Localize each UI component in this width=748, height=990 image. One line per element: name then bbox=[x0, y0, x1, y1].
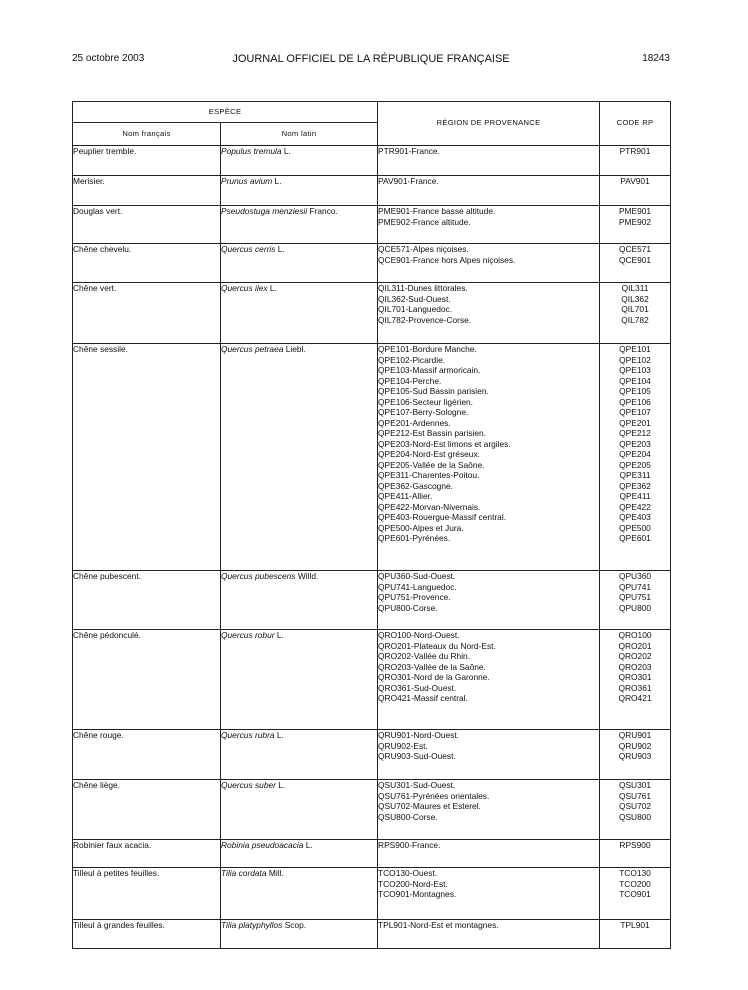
code-line: QIL782 bbox=[621, 314, 649, 325]
cell-nom-latin bbox=[221, 571, 378, 630]
cell-nom-latin bbox=[221, 920, 378, 949]
cell-region bbox=[378, 146, 600, 176]
cell-nom-francais: Douglas vert. bbox=[73, 206, 221, 244]
cell-code bbox=[600, 730, 671, 780]
region-line: QPE201-Ardennes. bbox=[378, 417, 451, 428]
region-line: QPE422-Morvan-Nivernais. bbox=[378, 501, 481, 512]
code-line: QIL701 bbox=[621, 304, 649, 314]
table-row bbox=[73, 868, 671, 920]
cell-code bbox=[600, 920, 671, 949]
code-line: QRO421 bbox=[618, 693, 652, 703]
journal-title: JOURNAL OFFICIEL DE LA RÉPUBLIQUE FRANÇAISE bbox=[232, 53, 510, 65]
code-line: QSU800 bbox=[618, 811, 652, 822]
code-line: QIL311 bbox=[621, 283, 649, 293]
code-line: QSU702 bbox=[618, 801, 652, 811]
code-line: QPU360 bbox=[618, 571, 652, 581]
table-body bbox=[73, 146, 671, 949]
code-line: QRO100 bbox=[618, 630, 652, 640]
region-line: QRO361-Sud-Ouest. bbox=[378, 682, 457, 693]
region-line: QPE101-Bordure Manche. bbox=[378, 344, 477, 354]
region-line: QIL782-Provence-Corse. bbox=[378, 314, 472, 325]
cell-code bbox=[600, 868, 671, 920]
cell-code bbox=[600, 176, 671, 206]
region-line: QPE204-Nord-Est gréseux. bbox=[378, 449, 480, 459]
region-line: QIL311-Dunes littorales. bbox=[378, 283, 468, 293]
code-line: QRO301 bbox=[618, 672, 652, 682]
region-line: QSU301-Sud-Ouest. bbox=[378, 780, 456, 790]
code-line: QRU901 bbox=[618, 730, 652, 740]
code-line: QPU741 bbox=[618, 581, 652, 592]
latin-author: Mill. bbox=[266, 868, 284, 878]
latin-name: Quercus cerris bbox=[221, 244, 276, 254]
region-line: QCE571-Alpes niçoises. bbox=[378, 244, 469, 254]
cell-code bbox=[600, 206, 671, 244]
cell-nom-francais: Tilleul à grandes feuilles. bbox=[73, 920, 221, 949]
region-line: QPE362-Gascogne. bbox=[378, 480, 453, 491]
cell-region bbox=[378, 176, 600, 206]
latin-name: Quercus suber bbox=[221, 780, 276, 790]
cell-region bbox=[378, 840, 600, 868]
header-nom-latin: Nom latin bbox=[221, 123, 378, 146]
cell-region bbox=[378, 571, 600, 630]
code-line: TCO200 bbox=[619, 878, 651, 889]
cell-nom-latin bbox=[221, 146, 378, 176]
cell-region bbox=[378, 868, 600, 920]
code-line: QRU902 bbox=[618, 740, 652, 751]
cell-nom-francais: Chêne pubescent. bbox=[73, 571, 221, 630]
code-line: QSU301 bbox=[618, 780, 652, 790]
code-line: QPE104 bbox=[619, 375, 651, 386]
region-line: QPE205-Vallée de la Saône. bbox=[378, 459, 485, 470]
region-line: QRO301-Nord de la Garonne. bbox=[378, 672, 490, 682]
header-date: 25 octobre 2003 bbox=[72, 53, 145, 64]
code-line: QPE311 bbox=[619, 470, 651, 480]
region-line: TPL901-Nord-Est et montagnes. bbox=[378, 920, 499, 930]
cell-nom-francais: Chêne pédonculé. bbox=[73, 630, 221, 730]
region-line: QSU702-Maures et Esterel. bbox=[378, 801, 481, 811]
code-line: QPE411 bbox=[619, 491, 651, 501]
code-line: QRO361 bbox=[618, 682, 652, 693]
region-line: PME902-France altitude. bbox=[378, 216, 471, 227]
cell-nom-francais: Chêne chevelu. bbox=[73, 244, 221, 283]
region-line: TCO130-Ouest. bbox=[378, 868, 438, 878]
region-line: QPE102-Picardie. bbox=[378, 354, 446, 365]
region-line: TCO901-Montagnes. bbox=[378, 889, 457, 899]
code-line: QSU761 bbox=[618, 790, 652, 801]
cell-region bbox=[378, 730, 600, 780]
page-number: 18243 bbox=[642, 53, 670, 64]
code-line: PAV901 bbox=[620, 176, 650, 186]
table-row bbox=[73, 630, 671, 730]
code-line: QRO202 bbox=[618, 651, 652, 661]
code-line: QPE106 bbox=[619, 396, 651, 407]
latin-author: L. bbox=[272, 176, 282, 186]
table-row bbox=[73, 244, 671, 283]
region-line: QPE212-Est Bassin parisien. bbox=[378, 428, 487, 438]
latin-author: Scop. bbox=[282, 920, 307, 930]
code-line: QPU751 bbox=[618, 592, 652, 602]
region-line: QPE601-Pyrénées. bbox=[378, 533, 451, 543]
code-line: QPE103 bbox=[619, 365, 651, 375]
region-line: QSU800-Corse. bbox=[378, 811, 438, 822]
cell-code bbox=[600, 283, 671, 344]
code-line: QIL362 bbox=[621, 293, 649, 304]
cell-region bbox=[378, 920, 600, 949]
code-line: TCO901 bbox=[619, 889, 651, 899]
cell-nom-latin bbox=[221, 840, 378, 868]
code-line: QPE601 bbox=[619, 533, 651, 543]
region-line: QPE107-Berry-Sologne. bbox=[378, 407, 469, 417]
cell-code bbox=[600, 840, 671, 868]
region-line: QIL362-Sud-Ouest. bbox=[378, 293, 451, 304]
latin-author: L. bbox=[274, 730, 284, 740]
table-row bbox=[73, 840, 671, 868]
code-line: QRO203 bbox=[618, 661, 652, 672]
cell-region bbox=[378, 630, 600, 730]
table-row bbox=[73, 780, 671, 840]
cell-nom-francais: Robinier faux acacia. bbox=[73, 840, 221, 868]
code-line: PTR901 bbox=[619, 146, 651, 156]
cell-nom-latin bbox=[221, 868, 378, 920]
code-line: QPE212 bbox=[619, 428, 651, 438]
table-row bbox=[73, 146, 671, 176]
region-line: QRU901-Nord-Ouest. bbox=[378, 730, 460, 740]
latin-name: Quercus pubescens bbox=[221, 571, 296, 581]
region-line: QPE106-Secteur ligérien. bbox=[378, 396, 473, 407]
cell-nom-francais: Tilleul à petites feuilles. bbox=[73, 868, 221, 920]
table-row bbox=[73, 920, 671, 949]
code-line: QPE362 bbox=[619, 480, 651, 491]
region-line: QPE500-Alpes et Jura. bbox=[378, 522, 464, 533]
code-line: QPE500 bbox=[619, 522, 651, 533]
table-row bbox=[73, 571, 671, 630]
region-line: QRO202-Vallée du Rhin. bbox=[378, 651, 471, 661]
cell-code bbox=[600, 344, 671, 571]
cell-nom-latin bbox=[221, 780, 378, 840]
table-row bbox=[73, 344, 671, 571]
region-line: QPE105-Sud Bassin parisien. bbox=[378, 386, 489, 396]
region-line: QIL701-Languedoc. bbox=[378, 304, 453, 314]
region-line: QPE311-Charentes-Poitou. bbox=[378, 470, 480, 480]
code-line: QPE105 bbox=[619, 386, 651, 396]
code-line: QPE403 bbox=[619, 512, 651, 522]
cell-region bbox=[378, 283, 600, 344]
code-line: RPS900 bbox=[619, 840, 651, 850]
latin-name: Quercus petraea bbox=[221, 344, 284, 354]
latin-author: L. bbox=[275, 244, 285, 254]
latin-name: Quercus ilex bbox=[221, 283, 268, 293]
table-row bbox=[73, 730, 671, 780]
code-line: PME901 bbox=[618, 206, 652, 216]
code-line: QPE107 bbox=[619, 407, 651, 417]
region-line: QPE104-Perche. bbox=[378, 375, 442, 386]
latin-name: Pseudostuga menziesii bbox=[221, 206, 308, 216]
cell-nom-francais: Chêne liège. bbox=[73, 780, 221, 840]
cell-code bbox=[600, 780, 671, 840]
latin-name: Prunus avium bbox=[221, 176, 273, 186]
code-line: QRU903 bbox=[618, 751, 652, 761]
code-line: TCO130 bbox=[619, 868, 651, 878]
region-line: QPU751-Provence. bbox=[378, 592, 451, 602]
cell-nom-francais: Chêne sessile. bbox=[73, 344, 221, 571]
table-row bbox=[73, 176, 671, 206]
region-line: PME901-France basse altitude. bbox=[378, 206, 496, 216]
table-row bbox=[73, 283, 671, 344]
cell-nom-latin bbox=[221, 630, 378, 730]
region-line: PAV901-France. bbox=[378, 176, 439, 186]
cell-nom-latin bbox=[221, 176, 378, 206]
cell-nom-latin bbox=[221, 283, 378, 344]
cell-code bbox=[600, 244, 671, 283]
cell-nom-francais: Chêne vert. bbox=[73, 283, 221, 344]
region-line: QRO201-Plateaux du Nord-Est. bbox=[378, 640, 496, 651]
latin-name: Quercus rubra bbox=[221, 730, 275, 740]
region-line: QPE411-Allier. bbox=[378, 491, 433, 501]
code-line: TPL901 bbox=[620, 920, 650, 930]
cell-nom-latin bbox=[221, 206, 378, 244]
region-line: QRU902-Est. bbox=[378, 740, 428, 751]
cell-region bbox=[378, 206, 600, 244]
header-region: RÉGION DE PROVENANCE bbox=[378, 102, 600, 146]
code-line: QPE205 bbox=[619, 459, 651, 470]
region-line: QPE403-Rouergue-Massif central. bbox=[378, 512, 507, 522]
region-line: QPU741-Languedoc. bbox=[378, 581, 457, 592]
page-header bbox=[72, 52, 670, 66]
latin-author: Willd. bbox=[295, 571, 319, 581]
cell-code bbox=[600, 630, 671, 730]
code-line: QRO201 bbox=[618, 640, 652, 651]
cell-region bbox=[378, 344, 600, 571]
cell-nom-francais: Merisier. bbox=[73, 176, 221, 206]
header-nom-francais: Nom français bbox=[73, 123, 221, 146]
table-row bbox=[73, 206, 671, 244]
code-line: PME902 bbox=[618, 216, 652, 227]
code-line: QCE901 bbox=[618, 254, 652, 265]
region-line: TCO200-Nord-Est. bbox=[378, 878, 448, 889]
latin-name: Robinia pseudoacacia bbox=[221, 840, 304, 850]
header-code: CODE RP bbox=[600, 102, 671, 146]
cell-region bbox=[378, 780, 600, 840]
header-espece: ESPÈCE bbox=[73, 102, 378, 123]
cell-nom-francais: Peuplier tremble. bbox=[73, 146, 221, 176]
code-line: QPE101 bbox=[619, 344, 651, 354]
code-line: QPU800 bbox=[618, 602, 652, 613]
region-line: QPE203-Nord-Est limons et argiles. bbox=[378, 438, 511, 449]
region-line: QRO421-Massif central. bbox=[378, 693, 468, 703]
latin-author: L. bbox=[267, 283, 277, 293]
region-line: QPE103-Massif armoricain. bbox=[378, 365, 481, 375]
cell-code bbox=[600, 146, 671, 176]
region-line: QPU800-Corse. bbox=[378, 602, 438, 613]
latin-author: Liebl. bbox=[283, 344, 306, 354]
latin-author: L. bbox=[303, 840, 313, 850]
region-line: QRO100-Nord-Ouest. bbox=[378, 630, 460, 640]
region-line: RPS900-France. bbox=[378, 840, 441, 850]
cell-region bbox=[378, 244, 600, 283]
region-line: PTR901-France. bbox=[378, 146, 440, 156]
cell-nom-latin bbox=[221, 244, 378, 283]
latin-author: L. bbox=[274, 630, 284, 640]
region-line: QRO203-Vallée de la Saône. bbox=[378, 661, 486, 672]
code-line: QPE422 bbox=[619, 501, 651, 512]
latin-author: L. bbox=[275, 780, 286, 790]
code-line: QPE201 bbox=[619, 417, 651, 428]
code-line: QCE571 bbox=[618, 244, 652, 254]
cell-nom-latin bbox=[221, 344, 378, 571]
cell-code bbox=[600, 571, 671, 630]
region-line: QPU360-Sud-Ouest. bbox=[378, 571, 456, 581]
code-line: QPE203 bbox=[619, 438, 651, 449]
region-line: QRU903-Sud-Ouest. bbox=[378, 751, 456, 761]
latin-name: Tilia cordata bbox=[221, 868, 267, 878]
latin-name: Populus tremula bbox=[221, 146, 282, 156]
code-line: QPE102 bbox=[619, 354, 651, 365]
provenance-table bbox=[72, 101, 671, 949]
region-line: QSU761-Pyrénées orientales. bbox=[378, 790, 490, 801]
latin-author: L. bbox=[281, 146, 291, 156]
latin-author: Franco. bbox=[307, 206, 338, 216]
cell-nom-francais: Chêne rouge. bbox=[73, 730, 221, 780]
code-line: QPE204 bbox=[619, 449, 651, 459]
region-line: QCE901-France hors Alpes niçoises. bbox=[378, 254, 516, 265]
latin-name: Tilia platyphyllos bbox=[221, 920, 283, 930]
latin-name: Quercus robur bbox=[221, 630, 275, 640]
cell-nom-latin bbox=[221, 730, 378, 780]
